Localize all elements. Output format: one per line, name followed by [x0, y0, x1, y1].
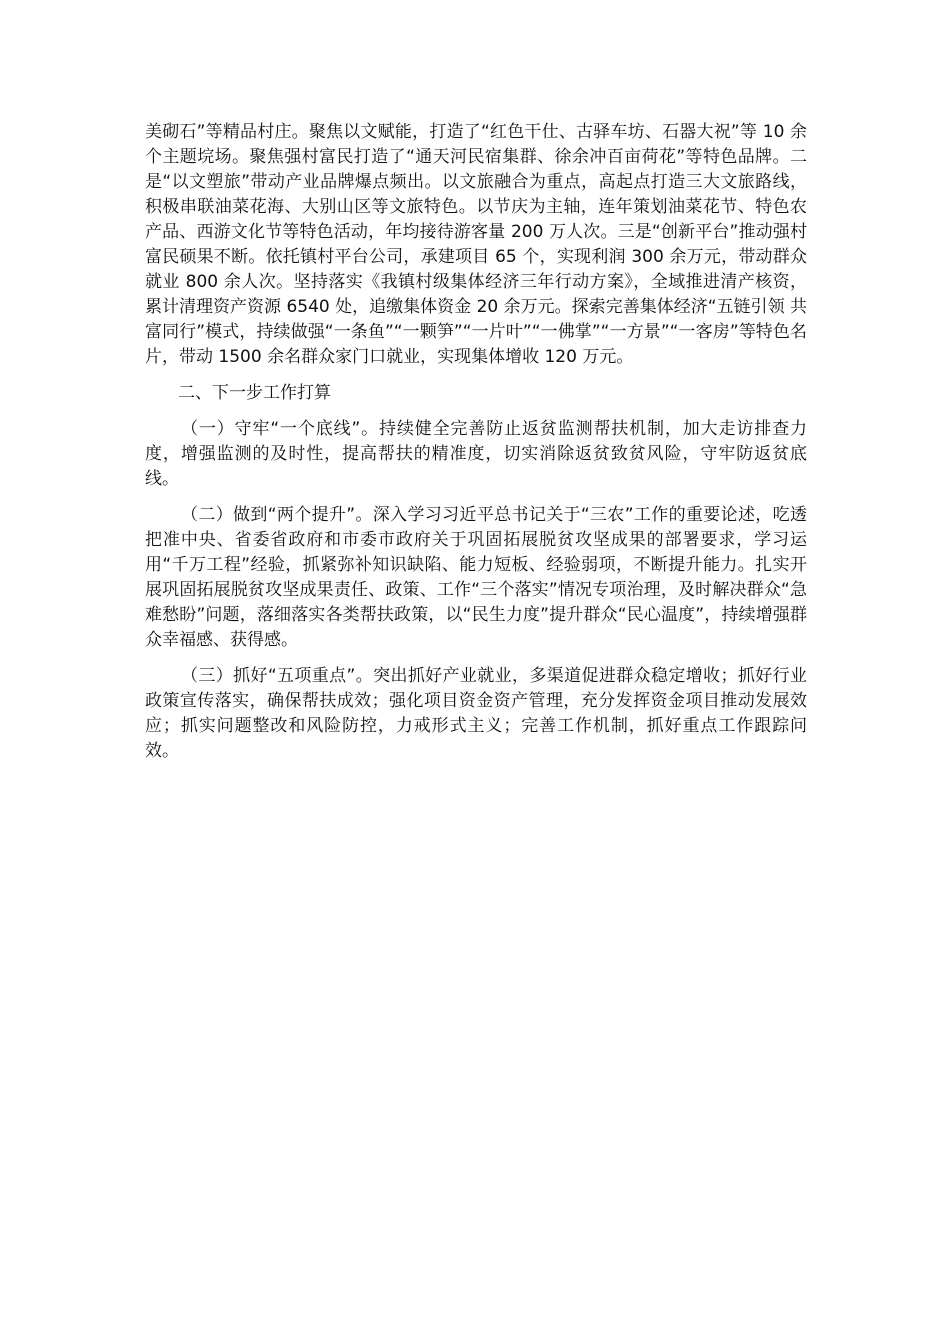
item-paragraph-1: （一）守牢“一个底线”。持续健全完善防止返贫监测帮扶机制，加大走访排查力度，增强监测的及时性，提高帮扶的精准度，切实消除返贫致贫风险，守牢防返贫底线。: [145, 419, 807, 489]
section-heading: 二、下一步工作打算: [178, 383, 331, 403]
body-paragraph-continued: 美砌石”等精品村庄。聚焦以文赋能，打造了“红色干仕、古驿车坊、石器大祝”等 10 余个主题垸场。聚焦强村富民打造了“通天河民宿集群、徐余冲百亩荷花”等特色品牌。二是“以文塑旅”带动产业品牌爆点频出。以文旅融合为重点，高起点打造三大文旅路线，积极串联油菜花海、大别山区等文旅特色。以节庆为主轴，连年策划油菜花节、特色农产品、西游文化节等特色活动，年均接待游客量 200 万人次。三是“创新平台”推动强村富民硕果不断。依托镇村平台公司，承建项目 65 个，实现利润 300 余万元，带动群众就业 800 余人次。坚持落实《我镇村级集体经济三年行动方案》，全域推进清产核资，累计清理资产资源 6540 处，追缴集体资金 20 余万元。探索完善集体经济“五链引领 共富同行”模式，持续做强“一条鱼”“一颗笋”“一片叶”“一佛掌”“一方景”“一客房”等特色名片，带动 1500 余名群众家门口就业，实现集体增收 120 万元。: [145, 122, 807, 367]
item-paragraph-2: （二）做到“两个提升”。深入学习习近平总书记关于“三农”工作的重要论述，吃透把准中央、省委省政府和市委市政府关于巩固拓展脱贫攻坚成果的部署要求，学习运用“千万工程”经验，抓紧弥补知识缺陷、能力短板、经验弱项，不断提升能力。扎实开展巩固拓展脱贫攻坚成果责任、政策、工作“三个落实”情况专项治理，及时解决群众“急难愁盼”问题，落细落实各类帮扶政策，以“民生力度”提升群众“民心温度”，持续增强群众幸福感、获得感。: [145, 505, 807, 650]
item-paragraph-3: （三）抓好“五项重点”。突出抓好产业就业，多渠道促进群众稳定增收；抓好行业政策宣传落实，确保帮扶成效；强化项目资金资产管理，充分发挥资金项目推动发展效应；抓实问题整改和风险防控，力戒形式主义；完善工作机制，抓好重点工作跟踪问效。: [145, 666, 807, 761]
document-body: [145, 120, 807, 775]
